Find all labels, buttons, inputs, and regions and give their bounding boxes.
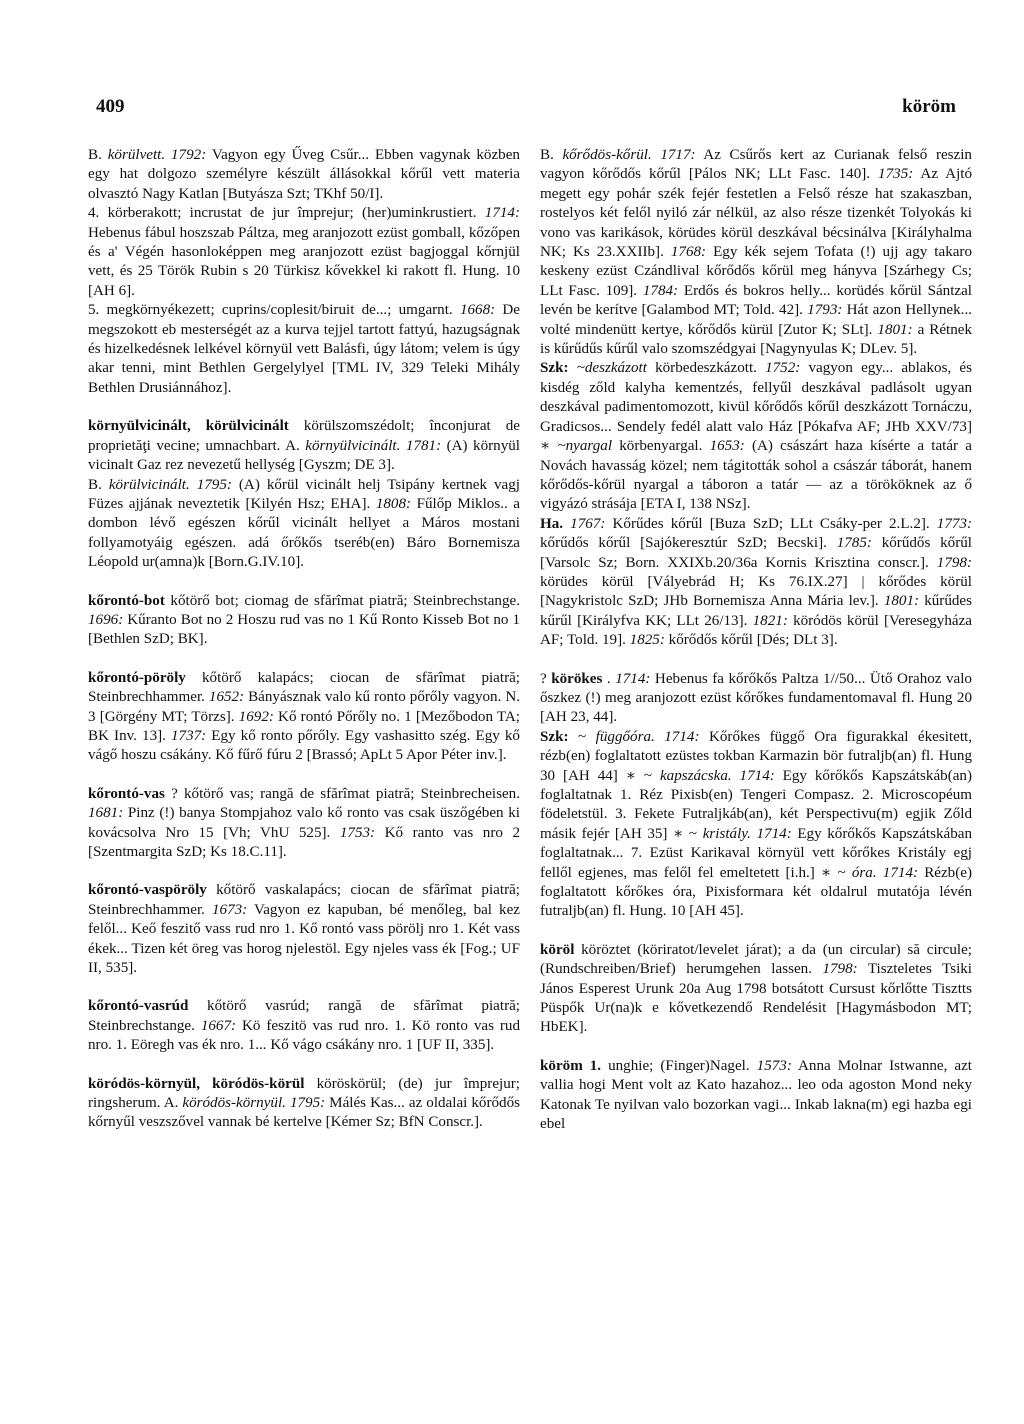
entry-text: B. (540, 147, 563, 163)
entry-text: köröztet (köriratot/levelet járat); a da (un circular) să circule; (Rundschreiben/Brief) herumgehen lassen. (540, 941, 972, 978)
entry-paragraph (88, 476, 520, 573)
italic-text: 1752: (765, 360, 801, 377)
entry-text: Vagyon ez kapuban, bé menőleg, bal kez felől... Keő feszitő vass rud nro 1. Kő rontó vass pörölj nro 1. Két vass ékek... Tizen két öreg vas horog njelestöl. Egy njeles vass ék [Fog.; UF II, 535]. (88, 901, 520, 977)
italic-text: körülvicinált. 1795: (108, 476, 232, 493)
italic-text: 1801: (877, 321, 913, 338)
dictionary-entry (88, 669, 520, 766)
italic-text: 1808: (375, 495, 412, 512)
italic-text: 1793: (807, 302, 843, 319)
entry-text: Kő rontó Pőrőly no. 1 [Mezőbodon TA; BK Inv. 13]. (88, 708, 520, 744)
entry-text: (A) környül vicinalt Gaz rez nevezetű hellység [Gyszm; DE 3]. (88, 437, 520, 474)
dictionary-entry (88, 881, 520, 978)
italic-text: körülvett. 1792: (107, 147, 207, 163)
dictionary-entry (88, 997, 520, 1055)
running-headword: köröm (902, 96, 956, 117)
italic-text: 1668: (459, 302, 496, 319)
entry-text: köródös körül [Veresegyháza AF; Told. 19]. (540, 612, 972, 649)
entry-text: Az Csűrős kert az Curianak felső reszin vagyon kőrődős kőrűl [Pálos NK; LLt Fasc. 140]. (540, 147, 972, 183)
entry-lemma: köródös-környül, köródös-körül (88, 1075, 305, 1092)
entry-lemma: kőrontó-vasrúd (88, 998, 189, 1015)
entry-text: Vagyon egy Űveg Csűr... Ebben vagynak közben egy hat dolgozo személyre készült állásokkal kőrűl vett materia olvasztó Nagy Katlan [Butyásza Szt; TKhf 50/I]. (88, 147, 520, 202)
entry-text: Málés Kas... az oldalai kőrődős kőrnyűl veszszővel vannak bé kertelve [Kémer Sz; BfN Conscr.]. (88, 1095, 520, 1131)
italic-text: 1785: (836, 535, 872, 552)
entry-text: kőrűdős kőrűl [Sajókeresztúr SzD; Becski]. (540, 535, 837, 552)
italic-text: 1573: (756, 1057, 792, 1074)
italic-text: ~nyargal (557, 438, 613, 455)
italic-text: 1696: (88, 611, 124, 628)
entry-text: kőtörő vasrúd; rangă de sfărîmat piatră; Steinbrechstange. (88, 998, 520, 1034)
entry-paragraph (88, 204, 520, 301)
entry-text: körbenyargal. (612, 438, 710, 455)
entry-paragraph (88, 146, 520, 204)
italic-text: óra. 1714: (851, 864, 919, 881)
entry-text: Egy kőrőkős Kapszátskában foglaltatnak... 7. Ezüst Karikaval környül vett kőrőkes Kristály egj fellől egjenes, mas felől fel emeltetett [i.h.] ∗ ~ (540, 825, 972, 881)
italic-text: 1768: (670, 244, 707, 261)
italic-text: kristály. 1714: (702, 825, 792, 842)
italic-text: 1653: (709, 438, 745, 455)
left-column (88, 146, 520, 1133)
entry-text: ~ (568, 728, 596, 745)
dictionary-entry (88, 417, 520, 475)
entry-text: Pinz (!) banya Stompjahoz valo kő ronto vas csak üszőgében ki kovácsolva Nro 15 [Vh; VhU 525]. (88, 805, 520, 841)
italic-text: 1667: (200, 1017, 237, 1034)
italic-text: 1714: (484, 205, 520, 222)
italic-text: 1692: (238, 708, 274, 725)
entry-paragraph (540, 146, 972, 359)
dictionary-entry (540, 670, 972, 728)
entry-text: Rézb(e) foglaltatott kőrőkes óra, Pixisformara két oldalrul mutatója lévén futraljb(an) fl. Hung. 10 [AH 45]. (540, 864, 972, 920)
entry-text: a Rétnek is kűrűdűs kűrűl valo szomszédgyai [Nagynyulas K; DLev. 5]. (540, 321, 972, 358)
entry-lemma: kőrontó-vaspöröly (88, 882, 207, 899)
entry-text: körbedeszkázott. (646, 360, 766, 377)
italic-text: ~deszkázott (576, 360, 647, 377)
entry-text: (A) császárt haza kísérte a tatár a Novách havasság közel; nem tágitották sohol a császár táborát, hanem kőrődős-kőrül nyargal a táboron a tatár — az a törököknek az ő vigyázó strásája [ETA I, 138 NSz]. (540, 438, 972, 513)
italic-text: 1825: (629, 632, 665, 649)
entry-paragraph (88, 301, 520, 398)
entry-paragraph (540, 728, 972, 922)
italic-text: 1767: (570, 515, 606, 532)
entry-text: Fűlőp Miklos.. a dombon lévő egészen kőrűl vicinált hellyet a Máros mostani follyamotyáig egészen. adá őrőkős tseréb(en) Báro Bornemisza Léopold ur(amna)k [Born.G.IV.10]. (88, 495, 521, 571)
entry-text: Egy kő ronto pőrőly. Egy vashasitto szég. Egy kő vágő hoszu csákány. Kő fűrő fúru 2 [Brassó; ApLt 5 Apor Péter inv.]. (88, 727, 520, 764)
entry-lemma: köröl (540, 941, 575, 958)
entry-lemma: kőrontó-bot (88, 592, 165, 609)
entry-text: Erdős és bokros helly... korüdés kőrül Sántzal levén be kerítve [Galambod MT; Told. 42]. (540, 282, 972, 319)
entry-text: körüdes körül [Vályebrád H; Ks 76.IX.27] | kőrődes körül [Nagykristolc SzD; JHb Bornemisza Anna Mária lev.]. (540, 573, 972, 610)
entry-text: ? (540, 670, 552, 687)
dictionary-entry (88, 785, 520, 863)
italic-text: kapszácska. 1714: (659, 767, 775, 784)
entry-text: unghie; (Finger)Nagel. (601, 1057, 757, 1074)
entry-text: kőtörő vaskalapács; ciocan de sfărîmat piatră; Steinbrechhammer. (88, 882, 520, 918)
entry-text: . (602, 670, 616, 687)
entry-text: kőtörő kalapács; ciocan de sfărîmat piatră; Steinbrechhammer. (88, 669, 520, 706)
entry-text: kőrűdős kőrűl [Varsolc Sz; Born. XXIXb.20/36a Kornis Krisztina conscr.]. (540, 535, 972, 571)
italic-text: 1801: (883, 593, 920, 610)
entry-text: Hát azon Hellynek... volté mindenütt kertye, kőrődős kürül [Zutor K; SLt]. (540, 302, 972, 338)
italic-text: 1773: (936, 515, 972, 532)
dictionary-entry (540, 1057, 972, 1135)
entry-paragraph (540, 515, 972, 651)
entry-text: Bányásznak valo kű ronto pőrőly vagyon. N. 3 [Görgény MT; Törzs]. (88, 689, 520, 725)
entry-text: Kőrőkes függő Ora figurakkal ékesitett, rézb(en) foglaltatott ezüstes tokban Karmazin bör futraljb(an) fl. Hung 30 [AH 44] ∗ ~ (540, 728, 972, 784)
entry-lemma: környülvicinált, körülvicinált (88, 418, 289, 435)
page-number: 409 (96, 96, 125, 117)
entry-lemma: kőrontó-pöröly (88, 669, 186, 686)
entry-text: Kőrűdes kőrűl [Buza SzD; LLt Csáky-per 2.L.2]. (605, 515, 937, 532)
entry-text: köröskörül; (de) jur împrejur; ringsherum. A. (88, 1075, 520, 1112)
entry-lemma: Ha. (540, 515, 564, 532)
dictionary-entry (88, 592, 520, 650)
italic-text: 1652: (208, 689, 245, 706)
entry-text: kőtörő bot; ciomag de sfărîmat piatră; Steinbrechstange. (164, 592, 520, 609)
entry-lemma: köröm 1. (540, 1057, 602, 1074)
entry-text: Egy kőrőkős Kapszátskáb(an) foglaltatnak 1. Réz Pixisb(en) Tengeri Compasz. 2. Microscopéum födeletstül. 3. Fekete Futraljkáb(an), két Perspectivu(m) egjik Zőld másik fejér [AH 35] ∗ ~ (540, 767, 972, 842)
entry-text: Kő ranto vas nro 2 [Szentmargita SzD; Ks 18.C.11]. (88, 824, 520, 860)
entry-lemma: körökes (551, 670, 603, 687)
entry-text: 5. megkörnyékezett; cuprins/coplesit/biruit de...; umgarnt. (88, 302, 460, 319)
italic-text: kőrődös-kőrül. 1717: (562, 147, 696, 163)
italic-text: 1673: (211, 901, 248, 918)
entry-lemma: Szk: (540, 728, 569, 745)
right-column (540, 146, 972, 1135)
entry-text: B. (88, 476, 109, 493)
entry-text: vagyon egy... ablakos, és kisdég zőld kalyha kementzés, fellyűl deszkával padlásolt ugyan deszkával padimentomozott, kivül kőrődős kőrűl deszkázott Tornáczu, Gradicsos... Sendely fedél alatt valo Ház [Pókafva AF; JHb XXV/73] ∗ (540, 360, 972, 455)
italic-text: függőóra. 1714: (595, 728, 700, 745)
italic-text: 1798: (936, 554, 972, 571)
entry-text: kűrűdes kűrűl [Királyfva KK; LLt 26/13]. (540, 593, 972, 629)
entry-text: (A) kőrül vicinált helj Tsipány kertnek vagj Füzes ajjának neveztetik [Kilyén Hsz; EHA]. (88, 476, 520, 512)
italic-text: 1821: (752, 612, 788, 629)
entry-lemma: Szk: (540, 360, 569, 377)
italic-text: 1798: (822, 961, 858, 978)
entry-paragraph (540, 359, 972, 514)
entry-text: körülszomszédolt; înconjurat de proprietăţi vecine; umnachbart. A. (88, 418, 520, 454)
entry-text: ? kőtörő vas; rangă de sfărîmat piatră; Steinbrecheisen. (164, 785, 520, 802)
italic-text: környülvicinált. 1781: (305, 437, 442, 454)
entry-text: Hebenus fábul hoszszab Páltza, meg aranjozott ezüst gomball, kőzőpen és a' Végén hasonloképpen meg aranjozott ezüst bagjoggal kőrnjül vett, és 25 Török Rubin s 20 Türkisz kővekkel ki rakott fl. Hung. 10 [AH 6]. (88, 224, 520, 299)
italic-text: 1681: (88, 805, 124, 822)
italic-text: 1753: (339, 824, 376, 841)
entry-text: Anna Molnar Istwanne, azt vallia hogi Ment volt az Kato hazahoz... leo oda agoston Mond neky Katonak Te nyilvan valo bozorkan vagi... Inkab lakna(m) egi hazba egi ebel (540, 1057, 972, 1133)
entry-text: kőrődős kőrűl [Dés; DLt 3]. (664, 632, 838, 649)
entry-text: Egy kék sejem Tofata (!) ujj agy takaro keskeny ezüst Czándlival kőrődős kőrül meg hányva [Szárhegy Cs; LLt Fasc. 109]. (540, 244, 973, 299)
entry-text: Tiszteletes Tsiki János Esperest Urunk 20a Aug 1798 botsátott Cursust kőrlőtte Tisztts Püspők Ur(na)k e kővetkezendő Rendelésit [Hagymásbodon MT; HbEK]. (540, 961, 973, 1036)
entry-text: 4. körberakott; incrustat de jur împrejur; (her)uminkrustiert. (88, 205, 485, 222)
entry-text: B. (88, 147, 108, 163)
italic-text: 1784: (642, 282, 679, 299)
page-header (96, 96, 956, 126)
entry-text: Kö feszitö vas rud nro. 1. Kö ronto vas rud nro. 1. Eöregh vas ék nro. 1... Kő vágo csákány nro. 1 [UF II, 335]. (88, 1017, 520, 1054)
entry-text: Az Ajtó megett egy pohár szék fejér festetlen a Felső része hat szakaszban, rostelyos két felől nyiló zár nélkül, az also része tizenkét Tolyokás ki vono vas karikások, körüdes körül deszkával bécsinálva [Királyhalma NK; Ks 23.XXIIb]. (540, 166, 972, 261)
italic-text: 1714: (615, 670, 651, 687)
italic-text: 1737: (170, 727, 207, 744)
entry-text (569, 360, 577, 376)
italic-text: köródös-környül. 1795: (182, 1095, 326, 1112)
entry-lemma: kőrontó-vas (88, 785, 165, 802)
entry-text: Kűranto Bot no 2 Hoszu rud vas no 1 Kű Ronto Kisseb Bot no 1 [Bethlen SzD; BK]. (88, 611, 520, 648)
italic-text: 1735: (878, 166, 914, 183)
entry-text: Hebenus fa kőrőkős Paltza 1//50... Ütő Orahoz valo őszkez (!) meg aranjozott ezüst kőrőkes fundamentomaval fl. Hung 20 [AH 23, 44]. (540, 670, 972, 726)
dictionary-entry (88, 1075, 520, 1133)
entry-text: De megszokott eb mesterségét az a kurva tejjel tartott fattyú, hazugságnak és hizelkedésnek lelkével környül vett Balásfi, úgy látom; velem is úgy akar tenni, mint Bethlen Gergelylyel [TML IV, 329 Teleki Mihály Bethlen Drusiánnához]. (88, 302, 520, 396)
dictionary-entry (540, 941, 972, 1038)
